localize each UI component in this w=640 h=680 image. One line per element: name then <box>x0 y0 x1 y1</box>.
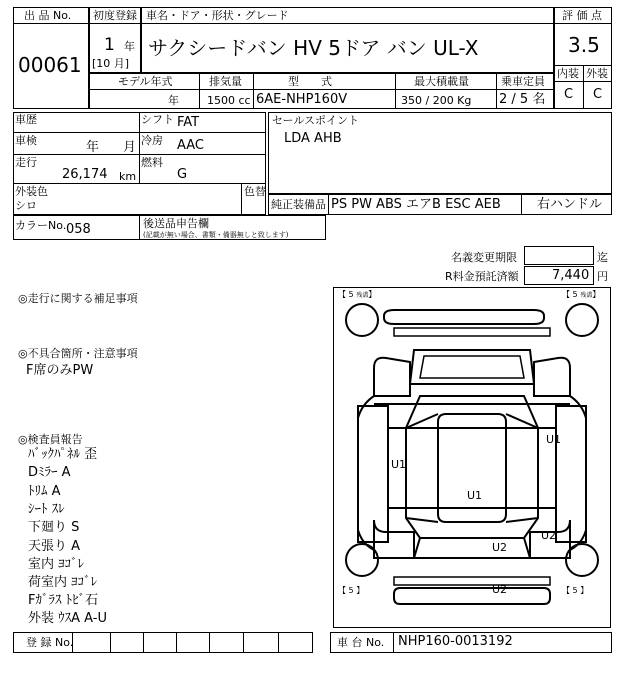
model-label: 型 式 <box>288 75 332 88</box>
damage-mark-u2: U2 <box>541 529 557 542</box>
name-change-unit: 迄 <box>597 251 608 264</box>
chassis-no: NHP160-0013192 <box>398 634 513 649</box>
inspection-year: 年 <box>86 140 100 155</box>
sales-point: LDA AHB <box>284 131 342 146</box>
car-name: サクシードバン HV 5ドア バン UL-X <box>148 36 479 60</box>
tire-label-br: 【 5 】 <box>562 586 589 595</box>
name-change-box <box>524 246 594 265</box>
lot-no: 00061 <box>18 53 82 77</box>
inspector-line: 外装 ｳｽA A-U <box>28 611 107 626</box>
max-load-label: 最大積載量 <box>414 75 469 88</box>
interior-label: 内装 <box>557 67 579 80</box>
mileage-unit: km <box>119 170 137 183</box>
post-doc-label: 後送品申告欄 <box>143 217 209 230</box>
damage-mark-u1: U1 <box>391 458 407 471</box>
inspector-line: ｼｰﾄ ｽﾚ <box>28 502 65 517</box>
max-load: 350 / 200 Kg <box>401 94 472 107</box>
car-diagram <box>333 287 611 628</box>
fuel-label: 燃料 <box>141 156 163 169</box>
color-no: 058 <box>66 222 91 237</box>
exterior-color: シロ <box>15 199 37 212</box>
capacity: 2 / 5 名 <box>499 92 546 107</box>
defect-notes-title: ◎不具合箇所・注意事項 <box>18 347 138 360</box>
inspector-line: 下廻り S <box>28 520 80 535</box>
damage-mark-u1: U1 <box>467 489 483 502</box>
defect-line: F席のみPW <box>26 363 94 378</box>
tire-label-tl: 【 5 残溝】 <box>338 290 377 299</box>
color-no-label: カラーNo. <box>15 219 67 232</box>
genuine-equip-label: 純正装備品 <box>271 198 326 211</box>
mileage-value: 26,174 <box>62 167 108 182</box>
car-outline <box>334 288 610 627</box>
sales-point-label: セールスポイント <box>272 114 360 127</box>
damage-mark-u1: U1 <box>546 433 562 446</box>
inspector-line: 天張り A <box>28 539 81 554</box>
inspection-label: 車検 <box>15 134 37 147</box>
recycle-value: 7,440 <box>552 268 590 283</box>
first-reg-month: [10 月] <box>92 57 130 70</box>
fuel-value: G <box>177 167 188 182</box>
recycle-unit: 円 <box>597 270 608 283</box>
inspector-line: Dﾐﾗｰ A <box>28 465 71 480</box>
damage-mark-u2: U2 <box>492 541 508 554</box>
inspection-month: 月 <box>123 140 137 155</box>
inspector-line: ﾊﾞｯｸﾊﾟﾈﾙ 歪 <box>28 447 98 462</box>
tire-label-tr: 【 5 残溝】 <box>562 290 601 299</box>
inspector-line: ﾄﾘﾑ A <box>28 484 61 499</box>
recolor-label: 色替 <box>244 185 266 198</box>
lot-no-label: 出 品 No. <box>24 9 72 22</box>
shift-label: シフト <box>141 113 174 126</box>
displacement-label: 排気量 <box>209 75 242 88</box>
score-value: 3.5 <box>568 33 600 57</box>
tire-label-bl: 【 5 】 <box>338 586 365 595</box>
score-label: 評 価 点 <box>562 9 602 22</box>
ac-label: 冷房 <box>141 134 163 147</box>
inspector-line: 荷室内 ﾖｺﾞﾚ <box>28 575 98 590</box>
driving-notes-title: ◎走行に関する補足事項 <box>18 292 138 305</box>
exterior-label: 外装 <box>586 67 608 80</box>
name-change-label: 名義変更期限 <box>451 251 517 264</box>
model-year-label: モデル年式 <box>118 75 173 88</box>
interior-grade: C <box>564 87 574 102</box>
first-reg-year: 1 <box>104 35 115 55</box>
recycle-label: R料金預託済額 <box>445 270 519 283</box>
steering: 右ハンドル <box>537 197 603 212</box>
exterior-color-label: 外装色 <box>15 185 48 198</box>
first-reg-label: 初度登録 <box>93 9 137 22</box>
inspector-line: Fｶﾞﾗｽ ﾄﾋﾞ石 <box>28 593 99 608</box>
history-label: 車歴 <box>15 113 37 126</box>
model-code: 6AE-NHP160V <box>256 92 348 107</box>
exterior-grade: C <box>593 87 603 102</box>
capacity-label: 乗車定員 <box>501 75 545 88</box>
post-doc-note: (記載が無い場合、書類・備器無しと致します) <box>143 231 289 239</box>
inspector-title: ◎検査員報告 <box>18 433 83 446</box>
mileage-label: 走行 <box>15 156 37 169</box>
car-name-label: 車名・ドア・形状・グレード <box>146 9 289 22</box>
genuine-equip: PS PW ABS エアB ESC AEB <box>331 197 501 212</box>
reg-no-label: 登 録 No. <box>26 636 74 649</box>
damage-mark-u2: U2 <box>492 583 508 596</box>
ac-value: AAC <box>177 138 204 153</box>
shift-value: FAT <box>177 115 200 130</box>
chassis-label: 車 台 No. <box>337 636 385 649</box>
displacement: 1500 cc <box>207 94 251 107</box>
inspector-line: 室内 ﾖｺﾞﾚ <box>28 557 85 572</box>
first-reg-year-unit: 年 <box>124 40 135 53</box>
model-year-unit: 年 <box>168 94 179 107</box>
